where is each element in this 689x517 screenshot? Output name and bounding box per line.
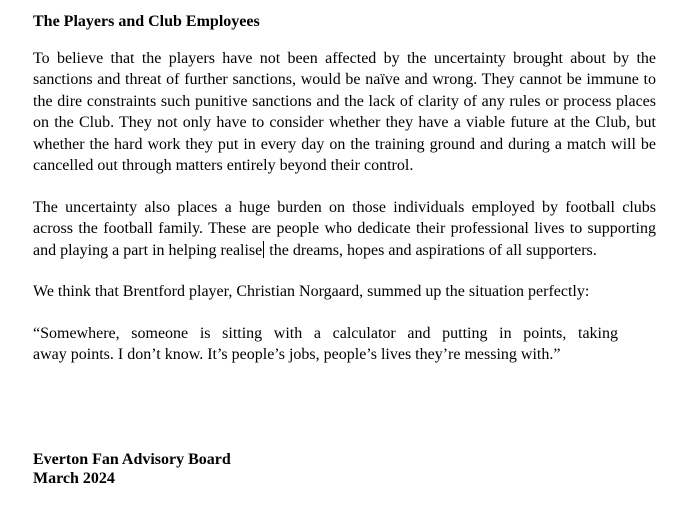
signature-block <box>33 450 231 488</box>
paragraph-players: To believe that the players have not been affected by the uncertainty brought about by the sanctions and threat of further sanctions, would be naïve and wrong. They cannot be immune to the dire constraints such punitive sanctions and the lack of clarity of any rules or process places on the Club. They not only have to consider whether they have a viable future at the Club, but whether the hard work they put in every day on the training ground and during a match will be cancelled out through matters entirely beyond their control. <box>33 49 656 174</box>
quote-line-2: away points. I don’t know. It’s people’s jobs, people’s lives they’re messing with.” <box>33 346 561 363</box>
signature-date: March 2024 <box>33 470 115 487</box>
quote-line-1: “Somewhere, someone is sitting with a calculator and putting in points, taking <box>33 324 618 342</box>
norgaard-quote <box>33 323 618 366</box>
paragraph-employees[interactable] <box>33 197 656 262</box>
paragraph-employees-text-after-cursor: the dreams, hopes and aspirations of all supporters. <box>265 241 597 259</box>
section-heading: The Players and Club Employees <box>33 13 260 30</box>
signature-organisation: Everton Fan Advisory Board <box>33 451 231 468</box>
paragraph-norgaard-intro: We think that Brentford player, Christian Norgaard, summed up the situation perfectly: <box>33 283 590 300</box>
document-body <box>33 11 656 366</box>
paragraph-employees-text-before-cursor: The uncertainty also places a huge burden on those individuals employed by football clubs across the football family. These are people who dedicate their professional lives to supporting and playing a part in helping realise <box>33 198 656 259</box>
